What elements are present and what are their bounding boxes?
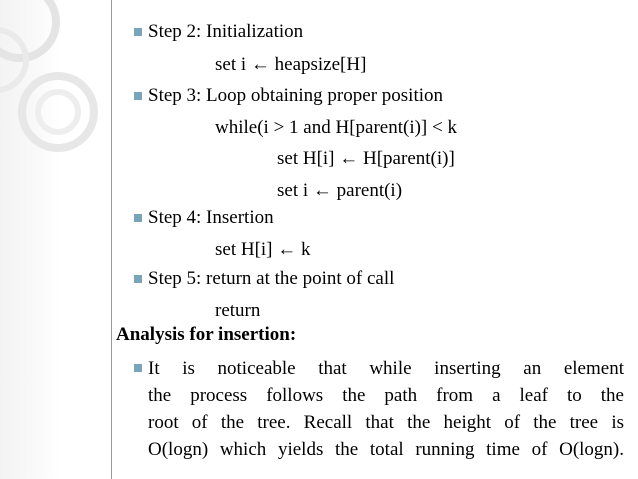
paragraph-line: the process follows the path from a leaf to the <box>148 385 624 406</box>
step-line: return <box>215 300 261 321</box>
square-bullet-icon <box>134 275 142 283</box>
step-heading: Step 2: Initialization <box>148 21 304 42</box>
analysis-paragraph <box>148 355 624 463</box>
step-heading: Step 5: return at the point of call <box>148 268 395 289</box>
paragraph-line: root of the tree. Recall that the height of the tree is <box>148 412 624 433</box>
step-line: set i ← parent(i) <box>277 180 403 201</box>
step-line: set H[i] ← H[parent(i)] <box>277 148 455 169</box>
square-bullet-icon <box>134 364 142 372</box>
step-line: while(i > 1 and H[parent(i)] < k <box>215 117 457 138</box>
analysis-title: Analysis for insertion: <box>116 324 297 345</box>
step-heading: Step 4: Insertion <box>148 207 274 228</box>
step-line: set H[i] ← k <box>215 239 311 260</box>
paragraph-line: O(logn) which yields the total running time of O(logn). <box>148 439 624 460</box>
step-line: set i ← heapsize[H] <box>215 54 367 75</box>
square-bullet-icon <box>134 92 142 100</box>
paragraph-line: It is noticeable that while inserting an element <box>148 358 624 379</box>
square-bullet-icon <box>134 214 142 222</box>
vertical-divider <box>111 0 112 479</box>
square-bullet-icon <box>134 28 142 36</box>
concentric-circles-icon <box>0 0 140 200</box>
step-heading: Step 3: Loop obtaining proper position <box>148 85 444 106</box>
